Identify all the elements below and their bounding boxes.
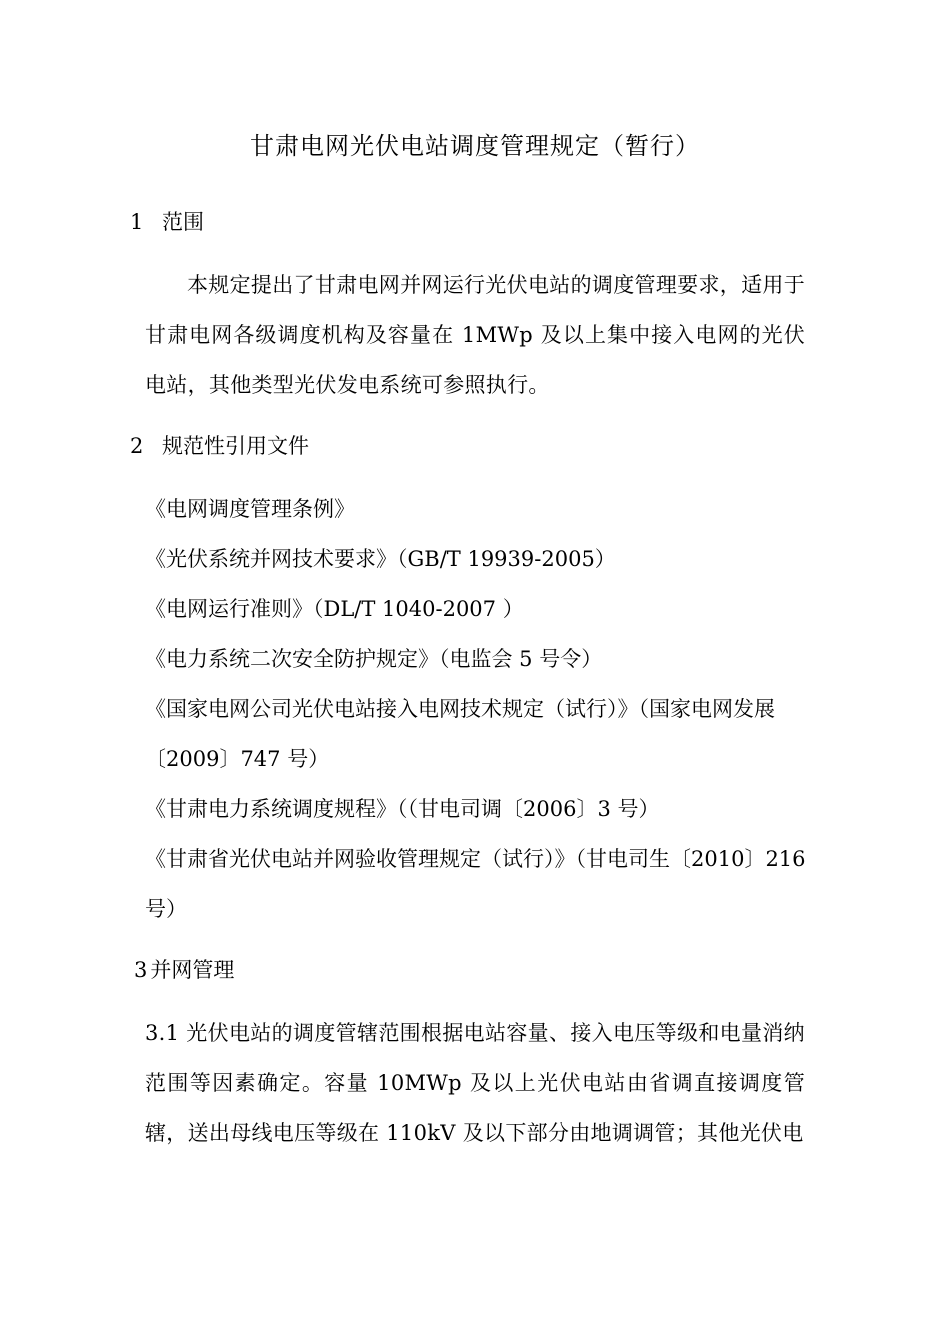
section-2-number: 2 <box>130 434 144 458</box>
section-2-heading <box>130 430 309 462</box>
section-1-heading <box>130 206 204 238</box>
reference-item: 《国家电网公司光伏电站接入电网技术规定（试行）》（国家电网发展〔2009〕747 号） <box>145 697 775 771</box>
reference-item: 《电力系统二次安全防护规定》（电监会 5 号令） <box>145 647 603 671</box>
section-3-title: 并网管理 <box>150 958 235 982</box>
section-2-title: 规范性引用文件 <box>162 434 309 458</box>
section-1-title: 范围 <box>162 210 204 234</box>
section-1-body: 本规定提出了甘肃电网并网运行光伏电站的调度管理要求，适用于甘肃电网各级调度机构及容量在 1MWp 及以上集中接入电网的光伏电站，其他类型光伏发电系统可参照执行。 <box>145 273 805 397</box>
section-3-heading <box>134 954 234 986</box>
section-3-number: 3 <box>134 958 148 982</box>
reference-item: 《电网调度管理条例》 <box>145 497 355 521</box>
section-1-number: 1 <box>130 210 144 234</box>
reference-item: 《甘肃电力系统调度规程》（（甘电司调〔2006〕3 号） <box>145 797 660 821</box>
section-3-body: 3.1 光伏电站的调度管辖范围根据电站容量、接入电压等级和电量消纳范围等因素确定。容量 10MWp 及以上光伏电站由省调直接调度管辖，送出母线电压等级在 110kV 及以下部分由地调调管；其他光伏电 <box>145 1021 805 1145</box>
document-title: 甘肃电网光伏电站调度管理规定（暂行） <box>250 132 700 160</box>
reference-item: 《电网运行准则》（DL/T 1040-2007 ） <box>145 597 524 621</box>
reference-item: 《甘肃省光伏电站并网验收管理规定（试行）》（甘电司生〔2010〕216 号） <box>145 847 806 921</box>
reference-item: 《光伏系统并网技术要求》（GB/T 19939-2005） <box>145 547 616 571</box>
